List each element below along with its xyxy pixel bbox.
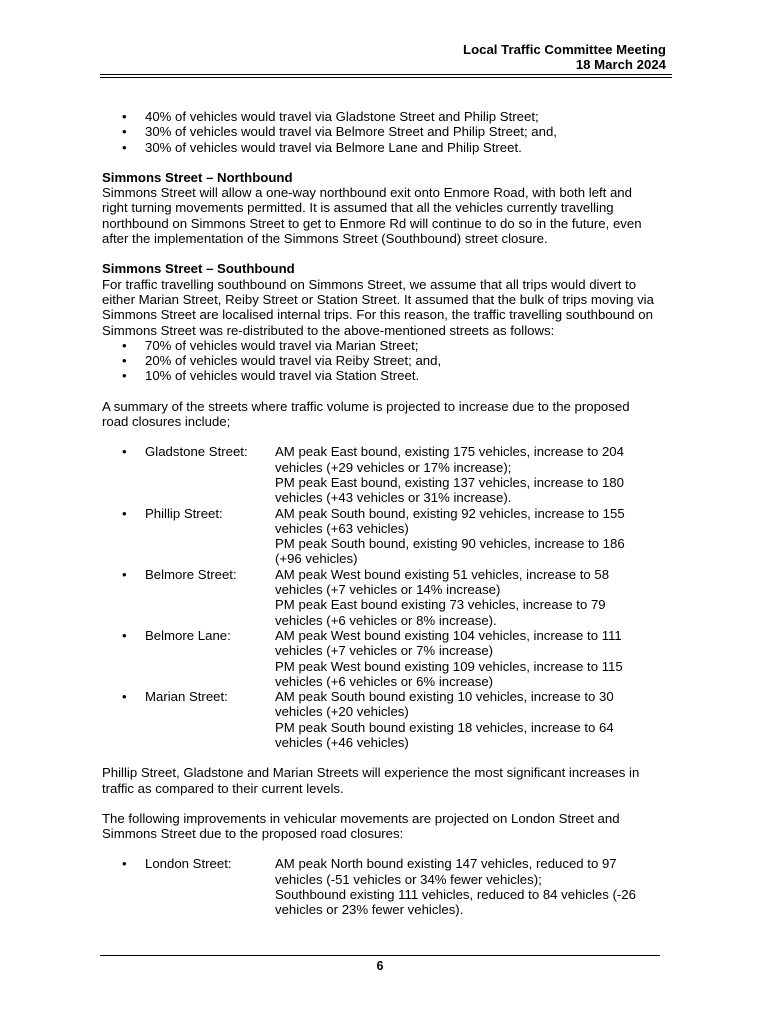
header-date: 18 March 2024 <box>575 56 666 72</box>
detail-line: AM peak South bound, existing 92 vehicles, increase to 155 <box>275 505 625 521</box>
street-detail <box>275 506 662 567</box>
detail-line: vehicles (-51 vehicles or 34% fewer vehicles); <box>275 871 542 887</box>
paragraph-line: The following improvements in vehicular movements are projected on London Street and <box>102 810 620 826</box>
paragraph-line: traffic as compared to their current levels. <box>102 780 344 796</box>
detail-line: PM peak East bound existing 73 vehicles, increase to 79 <box>275 597 606 613</box>
paragraph-line: Simmons Street will allow a one-way northbound exit onto Enmore Road, with both left and <box>102 185 632 201</box>
summary-section <box>102 399 662 751</box>
street-item <box>102 506 662 567</box>
detail-line: PM peak South bound existing 18 vehicles, increase to 64 <box>275 719 614 735</box>
section-heading: Simmons Street – Northbound <box>102 169 293 185</box>
paragraph-line: Simmons Street due to the proposed road closures: <box>102 826 404 842</box>
page-number: 6 <box>376 959 384 973</box>
detail-line: vehicles (+6 vehicles or 6% increase) <box>275 673 494 689</box>
street-increase-list <box>102 444 662 750</box>
street-detail <box>275 856 662 917</box>
detail-line: AM peak West bound existing 51 vehicles, increase to 58 <box>275 566 610 582</box>
street-improvement-list <box>102 856 662 917</box>
detail-line: vehicles (+7 vehicles or 7% increase) <box>275 643 494 659</box>
paragraph-line: For traffic travelling southbound on Simmons Street, we assume that all trips would divert to <box>102 276 637 292</box>
section-heading: Simmons Street – Southbound <box>102 261 295 277</box>
detail-line: vehicles (+20 vehicles) <box>275 704 409 720</box>
detail-line: vehicles (+7 vehicles or 14% increase) <box>275 582 501 598</box>
paragraph-line: after the implementation of the Simmons Street (Southbound) street closure. <box>102 231 548 247</box>
list-item: • 30% of vehicles would travel via Belmore Lane and Philip Street. <box>102 140 662 155</box>
southbound-section <box>102 261 662 383</box>
detail-line: vehicles (+46 vehicles) <box>275 734 409 750</box>
list-item: • 20% of vehicles would travel via Reiby Street; and, <box>102 353 662 368</box>
detail-line: PM peak East bound, existing 137 vehicles, increase to 180 <box>275 474 624 490</box>
improvements-section <box>102 811 662 918</box>
intro-bullet-list <box>102 109 662 155</box>
northbound-section <box>102 170 662 246</box>
document-body <box>102 109 662 918</box>
paragraph-line: Phillip Street, Gladstone and Marian Streets will experience the most significant increases in <box>102 765 640 781</box>
detail-line: AM peak East bound, existing 175 vehicles, increase to 204 <box>275 444 624 460</box>
street-item <box>102 856 662 917</box>
street-name: • Marian Street: <box>145 689 228 705</box>
street-name: • Belmore Lane: <box>145 627 231 643</box>
detail-line: PM peak South bound, existing 90 vehicles, increase to 186 <box>275 536 625 552</box>
paragraph-line: Simmons Street are localised internal trips. For this reason, the traffic travelling southbound on <box>102 307 653 323</box>
list-item: • 10% of vehicles would travel via Station Street. <box>102 368 662 383</box>
detail-line: Southbound existing 111 vehicles, reduced to 84 vehicles (-26 <box>275 887 636 903</box>
detail-line: vehicles or 23% fewer vehicles). <box>275 902 464 918</box>
street-item <box>102 628 662 689</box>
paragraph-line: northbound on Simmons Street to get to Enmore Rd will continue to do so in the future, even <box>102 215 642 231</box>
paragraph-line: right turning movements permitted. It is assumed that all the vehicles currently travelling <box>102 200 614 216</box>
list-item: • 30% of vehicles would travel via Belmore Street and Philip Street; and, <box>102 124 662 139</box>
document-header <box>463 43 666 72</box>
detail-line: AM peak South bound existing 10 vehicles, increase to 30 <box>275 689 614 705</box>
street-detail <box>275 444 662 505</box>
southbound-bullet-list <box>102 338 662 384</box>
street-name: • Belmore Street: <box>145 566 237 582</box>
paragraph-line: Simmons Street was re-distributed to the above-mentioned streets as follows: <box>102 322 555 338</box>
list-item: • 40% of vehicles would travel via Gladstone Street and Philip Street; <box>102 109 662 124</box>
street-item <box>102 444 662 505</box>
detail-line: AM peak North bound existing 147 vehicles, reduced to 97 <box>275 856 617 872</box>
detail-line: vehicles (+29 vehicles or 17% increase); <box>275 459 512 475</box>
detail-line: AM peak West bound existing 104 vehicles, increase to 111 <box>275 627 622 643</box>
detail-line: (+96 vehicles) <box>275 551 358 567</box>
detail-line: vehicles (+63 vehicles) <box>275 520 409 536</box>
paragraph-line: A summary of the streets where traffic volume is projected to increase due to the proposed <box>102 398 630 414</box>
detail-line: vehicles (+6 vehicles or 8% increase). <box>275 612 497 628</box>
header-title: Local Traffic Committee Meeting <box>463 42 666 57</box>
detail-line: vehicles (+43 vehicles or 31% increase). <box>275 490 512 506</box>
detail-line: PM peak West bound existing 109 vehicles, increase to 115 <box>275 658 623 674</box>
street-detail <box>275 628 662 689</box>
list-item: • 70% of vehicles would travel via Marian Street; <box>102 338 662 353</box>
conclusion-section <box>102 765 662 796</box>
street-name: • London Street: <box>145 856 232 872</box>
street-item <box>102 567 662 628</box>
street-name: • Gladstone Street: <box>145 444 248 460</box>
street-detail <box>275 689 662 750</box>
street-detail <box>275 567 662 628</box>
street-item <box>102 689 662 750</box>
street-name: • Phillip Street: <box>145 505 223 521</box>
header-rule <box>100 74 672 78</box>
footer-rule <box>100 955 660 956</box>
paragraph-line: road closures include; <box>102 414 231 430</box>
paragraph-line: either Marian Street, Reiby Street or Station Street. It assumed that the bulk of trips moving via <box>102 291 654 307</box>
